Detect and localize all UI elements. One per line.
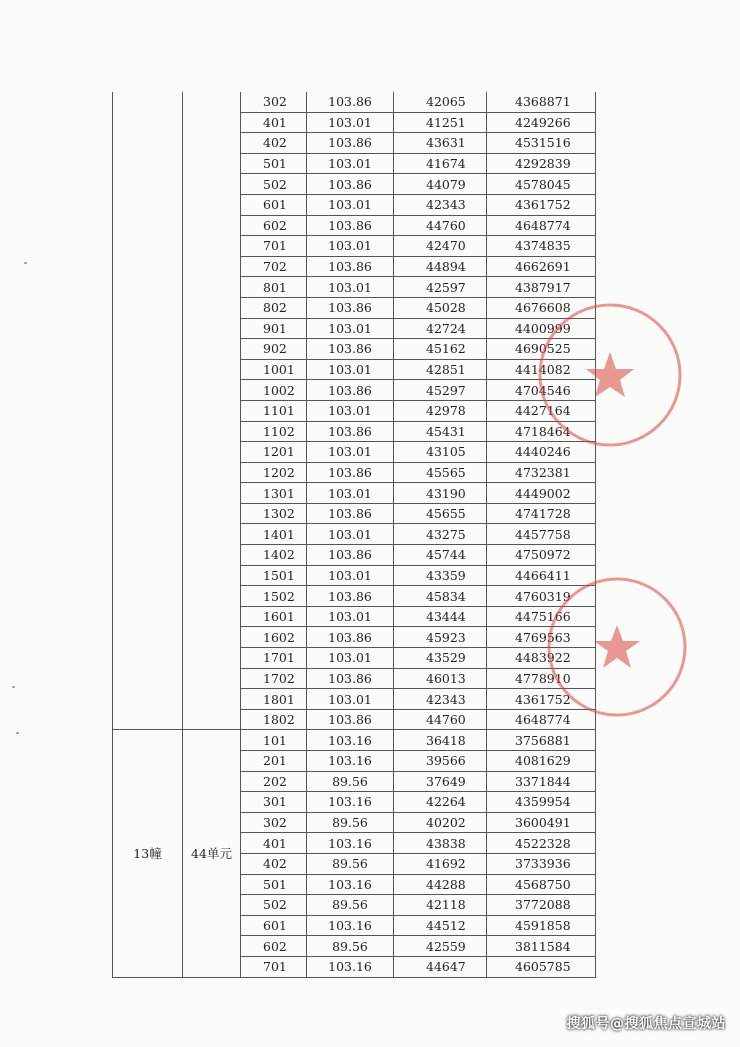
area-cell: 103.86 xyxy=(307,709,394,730)
room-number-cell: 1601 xyxy=(241,606,307,627)
room-number-cell: 801 xyxy=(241,277,307,298)
unit-price-cell: 44760 xyxy=(394,215,487,236)
unit-price-cell: 42118 xyxy=(394,895,487,916)
unit-price-cell: 44894 xyxy=(394,256,487,277)
total-price-cell: 4400999 xyxy=(487,318,596,339)
unit-price-cell: 41692 xyxy=(394,853,487,874)
watermark: 搜狐号@搜狐焦点宣城站 xyxy=(566,1016,726,1032)
total-price-cell: 4578045 xyxy=(487,174,596,195)
room-number-cell: 702 xyxy=(241,256,307,277)
room-number-cell: 301 xyxy=(241,792,307,813)
room-number-cell: 201 xyxy=(241,751,307,772)
total-price-cell: 3772088 xyxy=(487,895,596,916)
unit-price-cell: 45655 xyxy=(394,503,487,524)
area-cell: 103.86 xyxy=(307,339,394,360)
total-price-cell: 4778910 xyxy=(487,668,596,689)
room-number-cell: 1301 xyxy=(241,483,307,504)
area-cell: 103.16 xyxy=(307,792,394,813)
total-price-cell: 4591858 xyxy=(487,915,596,936)
total-price-cell: 4414082 xyxy=(487,359,596,380)
room-number-cell: 1101 xyxy=(241,400,307,421)
price-table xyxy=(112,92,596,978)
room-number-cell: 502 xyxy=(241,895,307,916)
area-cell: 103.16 xyxy=(307,915,394,936)
unit-price-cell: 42470 xyxy=(394,236,487,257)
area-cell: 103.01 xyxy=(307,359,394,380)
unit-cell xyxy=(183,92,241,730)
room-number-cell: 302 xyxy=(241,92,307,112)
unit-price-cell: 42724 xyxy=(394,318,487,339)
total-price-cell: 4427164 xyxy=(487,400,596,421)
building-cell: 13幢 xyxy=(113,730,183,977)
unit-price-cell: 46013 xyxy=(394,668,487,689)
unit-price-cell: 43275 xyxy=(394,524,487,545)
scan-speck xyxy=(12,686,15,688)
total-price-cell: 3811584 xyxy=(487,936,596,957)
area-cell: 103.86 xyxy=(307,215,394,236)
total-price-cell: 4741728 xyxy=(487,503,596,524)
room-number-cell: 701 xyxy=(241,236,307,257)
room-number-cell: 402 xyxy=(241,853,307,874)
room-number-cell: 902 xyxy=(241,339,307,360)
room-number-cell: 701 xyxy=(241,956,307,977)
room-number-cell: 202 xyxy=(241,771,307,792)
area-cell: 103.16 xyxy=(307,751,394,772)
unit-price-cell: 43105 xyxy=(394,442,487,463)
unit-price-cell: 45162 xyxy=(394,339,487,360)
room-number-cell: 1201 xyxy=(241,442,307,463)
unit-price-cell: 36418 xyxy=(394,730,487,751)
area-cell: 103.86 xyxy=(307,92,394,112)
unit-price-cell: 43444 xyxy=(394,606,487,627)
unit-price-cell: 42851 xyxy=(394,359,487,380)
unit-price-cell: 44288 xyxy=(394,874,487,895)
unit-price-cell: 44760 xyxy=(394,709,487,730)
total-price-cell: 4374835 xyxy=(487,236,596,257)
area-cell: 103.01 xyxy=(307,524,394,545)
scan-speck xyxy=(24,262,27,264)
total-price-cell: 4522328 xyxy=(487,833,596,854)
unit-cell: 44单元 xyxy=(183,730,241,977)
room-number-cell: 1602 xyxy=(241,627,307,648)
area-cell: 103.01 xyxy=(307,483,394,504)
area-cell: 103.01 xyxy=(307,318,394,339)
room-number-cell: 402 xyxy=(241,133,307,154)
unit-price-cell: 43359 xyxy=(394,565,487,586)
area-cell: 103.01 xyxy=(307,112,394,133)
room-number-cell: 1001 xyxy=(241,359,307,380)
unit-price-cell: 45431 xyxy=(394,421,487,442)
scan-speck xyxy=(16,732,19,734)
table-row xyxy=(113,92,596,112)
total-price-cell: 4718464 xyxy=(487,421,596,442)
area-cell: 103.86 xyxy=(307,174,394,195)
room-number-cell: 1701 xyxy=(241,648,307,669)
table-row xyxy=(113,730,596,751)
area-cell: 103.01 xyxy=(307,689,394,710)
room-number-cell: 502 xyxy=(241,174,307,195)
total-price-cell: 4704546 xyxy=(487,380,596,401)
unit-price-cell: 39566 xyxy=(394,751,487,772)
total-price-cell: 4081629 xyxy=(487,751,596,772)
area-cell: 103.01 xyxy=(307,565,394,586)
room-number-cell: 601 xyxy=(241,915,307,936)
room-number-cell: 1402 xyxy=(241,545,307,566)
unit-price-cell: 42343 xyxy=(394,689,487,710)
total-price-cell: 3756881 xyxy=(487,730,596,751)
total-price-cell: 3600491 xyxy=(487,812,596,833)
unit-price-cell: 45923 xyxy=(394,627,487,648)
unit-price-cell: 42978 xyxy=(394,400,487,421)
room-number-cell: 401 xyxy=(241,833,307,854)
unit-price-cell: 41674 xyxy=(394,153,487,174)
total-price-cell: 4483922 xyxy=(487,648,596,669)
total-price-cell: 4648774 xyxy=(487,709,596,730)
room-number-cell: 1501 xyxy=(241,565,307,586)
area-cell: 89.56 xyxy=(307,895,394,916)
total-price-cell: 4457758 xyxy=(487,524,596,545)
area-cell: 103.86 xyxy=(307,668,394,689)
room-number-cell: 501 xyxy=(241,874,307,895)
area-cell: 103.86 xyxy=(307,133,394,154)
total-price-cell: 4475166 xyxy=(487,606,596,627)
room-number-cell: 101 xyxy=(241,730,307,751)
area-cell: 103.86 xyxy=(307,380,394,401)
total-price-cell: 4387917 xyxy=(487,277,596,298)
room-number-cell: 1802 xyxy=(241,709,307,730)
total-price-cell: 4690525 xyxy=(487,339,596,360)
total-price-cell: 4368871 xyxy=(487,92,596,112)
room-number-cell: 1202 xyxy=(241,462,307,483)
area-cell: 89.56 xyxy=(307,853,394,874)
area-cell: 103.01 xyxy=(307,442,394,463)
area-cell: 103.86 xyxy=(307,256,394,277)
room-number-cell: 901 xyxy=(241,318,307,339)
room-number-cell: 1702 xyxy=(241,668,307,689)
total-price-cell: 4531516 xyxy=(487,133,596,154)
total-price-cell: 4292839 xyxy=(487,153,596,174)
room-number-cell: 1801 xyxy=(241,689,307,710)
total-price-cell: 4732381 xyxy=(487,462,596,483)
total-price-cell: 4361752 xyxy=(487,689,596,710)
unit-price-cell: 43631 xyxy=(394,133,487,154)
total-price-cell: 3733936 xyxy=(487,853,596,874)
total-price-cell: 4568750 xyxy=(487,874,596,895)
unit-price-cell: 44512 xyxy=(394,915,487,936)
area-cell: 103.01 xyxy=(307,153,394,174)
room-number-cell: 501 xyxy=(241,153,307,174)
area-cell: 103.01 xyxy=(307,236,394,257)
area-cell: 103.01 xyxy=(307,194,394,215)
room-number-cell: 601 xyxy=(241,194,307,215)
unit-price-cell: 42597 xyxy=(394,277,487,298)
total-price-cell: 4449002 xyxy=(487,483,596,504)
unit-price-cell: 44079 xyxy=(394,174,487,195)
area-cell: 89.56 xyxy=(307,812,394,833)
total-price-cell: 4605785 xyxy=(487,956,596,977)
total-price-cell: 4466411 xyxy=(487,565,596,586)
room-number-cell: 602 xyxy=(241,215,307,236)
area-cell: 103.16 xyxy=(307,956,394,977)
area-cell: 103.16 xyxy=(307,874,394,895)
unit-price-cell: 45565 xyxy=(394,462,487,483)
room-number-cell: 401 xyxy=(241,112,307,133)
area-cell: 103.86 xyxy=(307,462,394,483)
total-price-cell: 4361752 xyxy=(487,194,596,215)
room-number-cell: 1401 xyxy=(241,524,307,545)
area-cell: 103.86 xyxy=(307,503,394,524)
unit-price-cell: 42065 xyxy=(394,92,487,112)
unit-price-cell: 43190 xyxy=(394,483,487,504)
unit-price-cell: 45744 xyxy=(394,545,487,566)
unit-price-cell: 45834 xyxy=(394,586,487,607)
unit-price-cell: 45297 xyxy=(394,380,487,401)
total-price-cell: 4648774 xyxy=(487,215,596,236)
total-price-cell: 3371844 xyxy=(487,771,596,792)
area-cell: 103.16 xyxy=(307,730,394,751)
room-number-cell: 1102 xyxy=(241,421,307,442)
total-price-cell: 4676608 xyxy=(487,297,596,318)
unit-price-cell: 42559 xyxy=(394,936,487,957)
area-cell: 103.01 xyxy=(307,277,394,298)
area-cell: 103.86 xyxy=(307,627,394,648)
room-number-cell: 302 xyxy=(241,812,307,833)
total-price-cell: 4750972 xyxy=(487,545,596,566)
unit-price-cell: 42343 xyxy=(394,194,487,215)
unit-price-cell: 40202 xyxy=(394,812,487,833)
area-cell: 103.86 xyxy=(307,421,394,442)
building-cell xyxy=(113,92,183,730)
unit-price-cell: 43838 xyxy=(394,833,487,854)
total-price-cell: 4249266 xyxy=(487,112,596,133)
total-price-cell: 4662691 xyxy=(487,256,596,277)
area-cell: 103.01 xyxy=(307,648,394,669)
area-cell: 103.86 xyxy=(307,586,394,607)
room-number-cell: 602 xyxy=(241,936,307,957)
room-number-cell: 1002 xyxy=(241,380,307,401)
total-price-cell: 4440246 xyxy=(487,442,596,463)
room-number-cell: 802 xyxy=(241,297,307,318)
area-cell: 103.01 xyxy=(307,400,394,421)
room-number-cell: 1302 xyxy=(241,503,307,524)
area-cell: 89.56 xyxy=(307,771,394,792)
total-price-cell: 4359954 xyxy=(487,792,596,813)
total-price-cell: 4760319 xyxy=(487,586,596,607)
unit-price-cell: 42264 xyxy=(394,792,487,813)
unit-price-cell: 44647 xyxy=(394,956,487,977)
unit-price-cell: 45028 xyxy=(394,297,487,318)
area-cell: 103.16 xyxy=(307,833,394,854)
area-cell: 89.56 xyxy=(307,936,394,957)
unit-price-cell: 43529 xyxy=(394,648,487,669)
area-cell: 103.86 xyxy=(307,545,394,566)
unit-price-cell: 41251 xyxy=(394,112,487,133)
room-number-cell: 1502 xyxy=(241,586,307,607)
unit-price-cell: 37649 xyxy=(394,771,487,792)
area-cell: 103.86 xyxy=(307,297,394,318)
area-cell: 103.01 xyxy=(307,606,394,627)
total-price-cell: 4769563 xyxy=(487,627,596,648)
price-table-body xyxy=(113,92,596,977)
